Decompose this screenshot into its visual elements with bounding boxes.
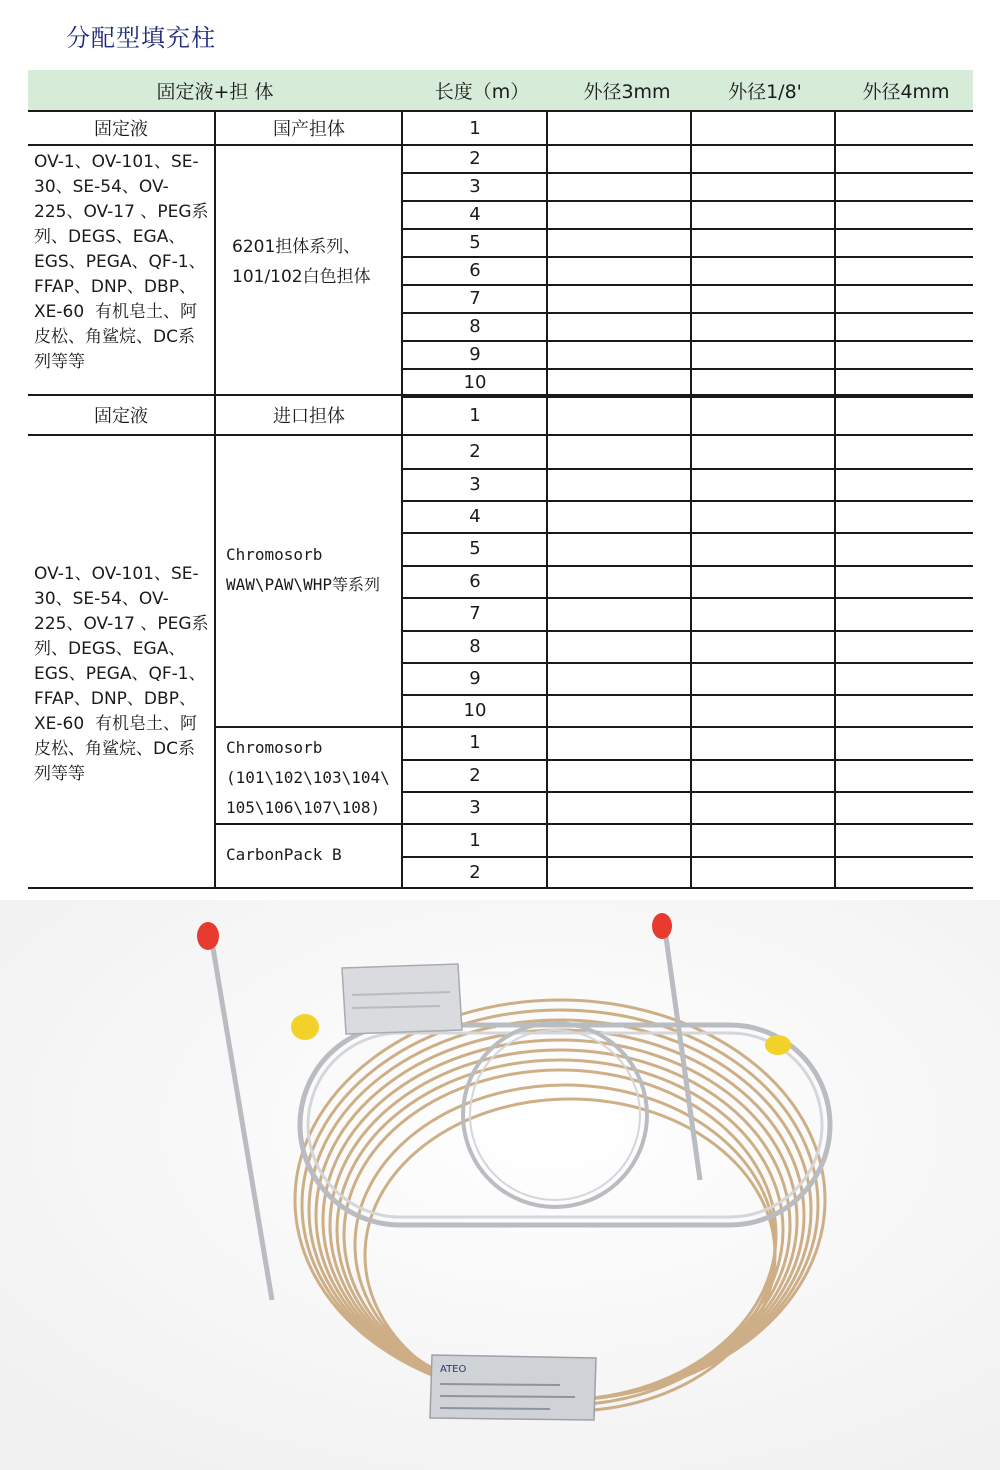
svg-text:ATEO: ATEO — [440, 1364, 467, 1375]
length-cell: 3 — [469, 797, 481, 818]
header-length: 长度（m） — [434, 81, 530, 103]
header-phase-support: 固定液+担 体 — [156, 81, 274, 103]
section1-support-label: 国产担体 — [273, 119, 345, 140]
bottom-tag — [430, 1355, 596, 1420]
page-title: 分配型填充柱 — [66, 24, 216, 52]
length-cell: 8 — [469, 635, 481, 657]
length-cell: 7 — [469, 287, 481, 309]
length-cell: 6 — [469, 259, 481, 281]
length-cell: 5 — [469, 538, 481, 559]
length-cell: 2 — [469, 440, 481, 462]
length-cell: 5 — [469, 231, 481, 253]
length-od3-divider — [546, 112, 548, 888]
length-cell: 3 — [469, 175, 481, 197]
subgroup-rule — [214, 726, 973, 728]
length-cell: 4 — [469, 203, 481, 225]
length-cell: 9 — [469, 343, 481, 365]
top-tag — [342, 964, 462, 1034]
header-od-1-8: 外径1/8' — [728, 81, 802, 103]
section2-support-carbonpack: CarbonPack B — [226, 845, 342, 864]
section2-phase-label: 固定液 — [94, 406, 148, 427]
section2-support-chromosorb-porous: Chromosorb (101\102\103\104\ 105\106\107\108) — [226, 738, 390, 817]
length-cell: 1 — [469, 732, 481, 753]
length-cell: 7 — [469, 603, 481, 624]
table-bottom-rule — [28, 887, 973, 889]
section2-support-chromosorb-waw: Chromosorb WAW\PAW\WHP等系列 — [226, 545, 380, 594]
length-cell: 2 — [469, 147, 481, 169]
od3-od18-divider — [690, 112, 692, 888]
length-cell: 8 — [469, 315, 481, 337]
header-od-3mm: 外径3mm — [583, 81, 671, 103]
length-cell: 10 — [463, 699, 487, 721]
length-cell: 2 — [469, 764, 481, 786]
length-cell: 4 — [469, 505, 481, 527]
od18-od4-divider — [834, 112, 836, 888]
length-cell: 1 — [469, 117, 481, 139]
length-cell: 6 — [469, 570, 481, 592]
support-length-divider — [401, 112, 403, 888]
length-cell: 1 — [469, 404, 481, 426]
phase-support-divider — [214, 112, 216, 888]
length-cell: 1 — [469, 829, 481, 851]
length-cell: 9 — [469, 667, 481, 689]
section2-phase-list: OV-1、OV-101、SE- 30、SE-54、OV- 225、OV-17 、PEG系 列、DEGS、EGA、 EGS、PEGA、QF-1、 FFAP、DNP、DBP、 XE-60 有机皂土、阿 皮松、角鲨烷、DC系 列等等 — [34, 564, 209, 784]
subgroup-rule — [214, 823, 973, 825]
length-cell: 2 — [469, 861, 481, 883]
packed-column-photo — [0, 900, 1000, 1470]
header-od-4mm: 外径4mm — [862, 81, 950, 103]
section1-phase-list: OV-1、OV-101、SE- 30、SE-54、OV- 225、OV-17 、PEG系 列、DEGS、EGA、 EGS、PEGA、QF-1、 FFAP、DNP、DBP、 XE-60 有机皂土、阿 皮松、角鲨烷、DC系 列等等 — [34, 152, 209, 372]
section1-support-list: 6201担体系列、 101/102白色担体 — [232, 237, 371, 287]
length-cell: 10 — [463, 371, 487, 393]
section1-phase-label: 固定液 — [94, 119, 148, 140]
length-cell: 3 — [469, 473, 481, 495]
section2-support-label: 进口担体 — [273, 406, 345, 427]
